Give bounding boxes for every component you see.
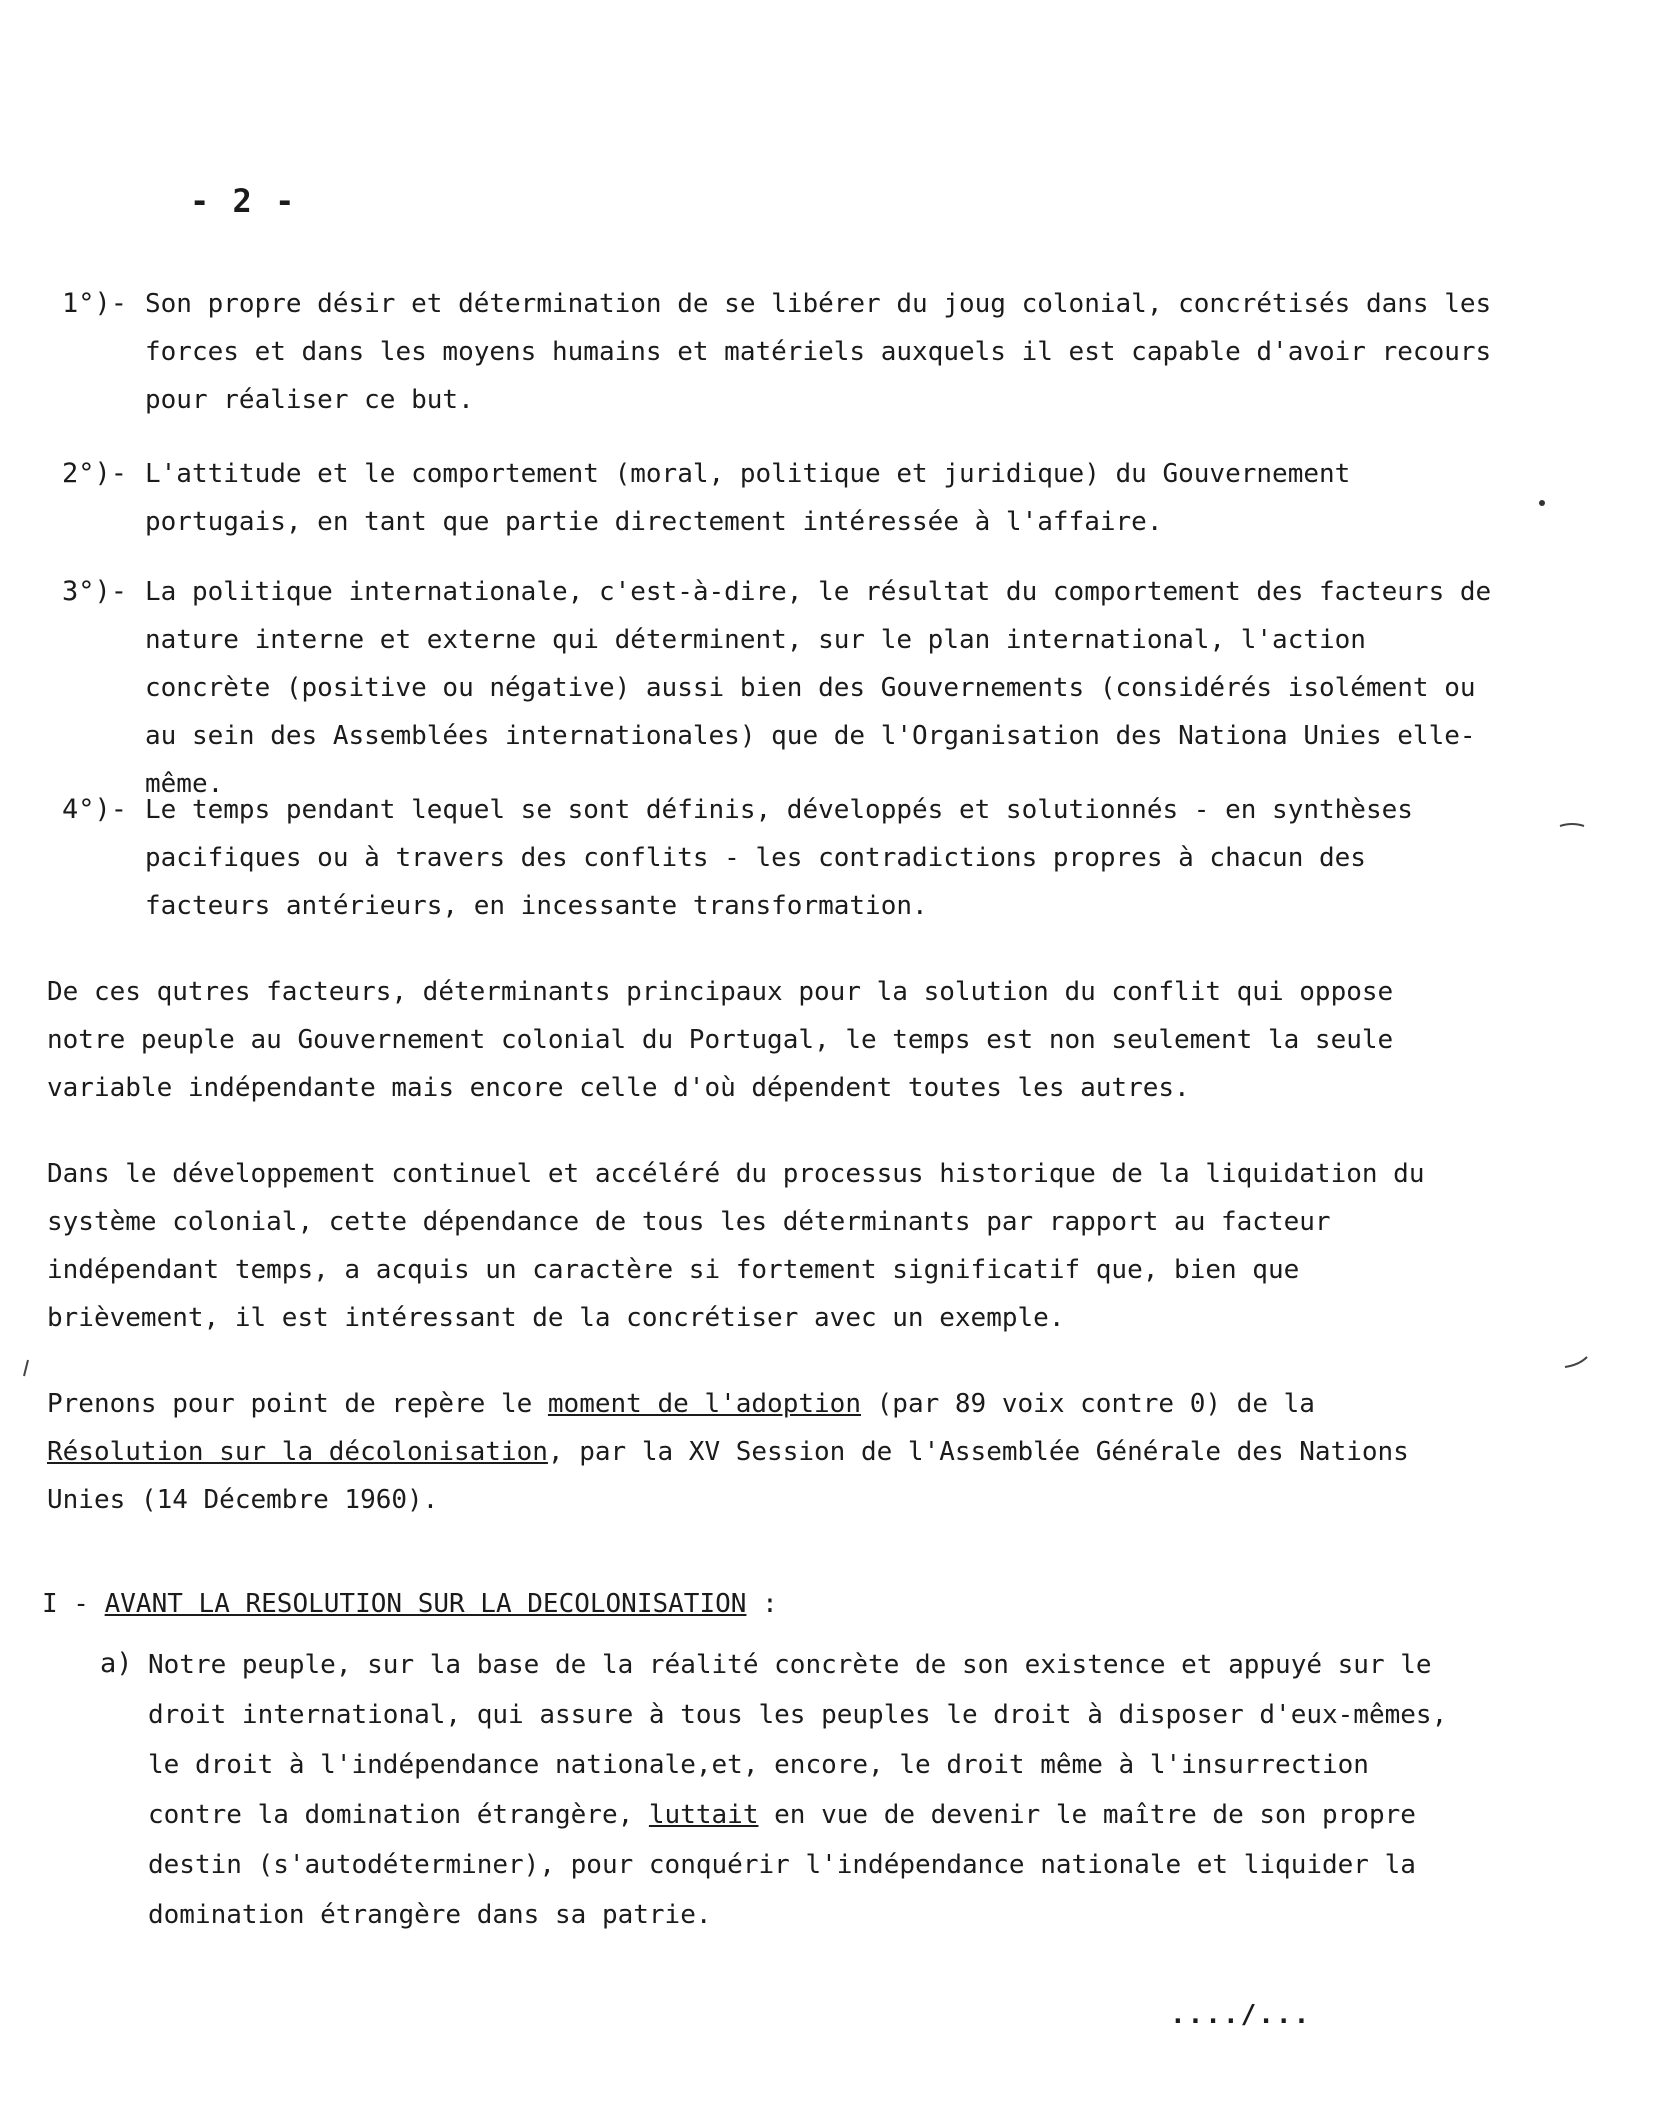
paragraph-text: Notre peuple, sur la base de la réalité concrète de son existence et appuyé sur le droit international, qui assure à tous les peuples le droit à disposer d'eux-mêmes, le droit à l'indépendance nationale,et, encore, le droit même à l'insurrection contre la domination étrangère, bbox=[148, 1650, 1448, 1830]
underlined-phrase: Résolution sur la décolonisation bbox=[47, 1437, 548, 1467]
section-heading bbox=[42, 1580, 778, 1628]
paragraph-text: Prenons pour point de repère le bbox=[47, 1389, 548, 1419]
paragraph-text: (par 89 voix contre 0) de la bbox=[860, 1389, 1315, 1419]
item-text: Le temps pendant lequel se sont définis, développés et solutionnés - en synthèses pacifiques ou à travers des conflits - les contradictions propres à chacun des facteurs antérieurs, en incessante transformation. bbox=[145, 795, 1413, 921]
sub-item-label: a) bbox=[100, 1648, 133, 1679]
body-paragraph: Dans le développement continuel et accéléré du processus historique de la liquidation du système colonial, cette dépendance de tous les déterminants par rapport au facteur indépendant temps, a acquis un caractère si fortement significatif que, bien que brièvement, il est intéressant de la concrétiser avec un exemple. bbox=[47, 1159, 1425, 1333]
item-text: La politique internationale, c'est-à-dire, le résultat du comportement des facteurs de nature interne et externe qui déterminent, sur le plan international, l'action concrète (positive ou négative) aussi bien des Gouvernements (considérés isolément ou au sein des Assemblées internationales) que de l'Organisation des Nationa Unies elle-même. bbox=[145, 577, 1492, 799]
body-paragraph bbox=[47, 1380, 1487, 1524]
item-number: 1°)- bbox=[62, 288, 128, 319]
item-number: 2°)- bbox=[62, 458, 128, 489]
section-suffix: : bbox=[746, 1589, 778, 1619]
margin-stroke bbox=[1565, 1357, 1587, 1367]
item-text: L'attitude et le comportement (moral, politique et juridique) du Gouvernement portugais, en tant que partie directement intéressée à l'affaire. bbox=[145, 459, 1351, 537]
underlined-word: luttait bbox=[648, 1800, 759, 1830]
item-text: Son propre désir et détermination de se libérer du joug colonial, concrétisés dans les forces et dans les moyens humains et matériels auxquels il est capable d'avoir recours pour réaliser ce but. bbox=[145, 289, 1492, 415]
margin-stroke bbox=[1560, 824, 1584, 826]
page-number: - 2 - bbox=[190, 182, 297, 220]
body-paragraph: De ces qutres facteurs, déterminants principaux pour la solution du conflit qui oppose notre peuple au Gouvernement colonial du Portugal, le temps est non seulement la seule variable indépendante mais encore celle d'où dépendent toutes les autres. bbox=[47, 977, 1394, 1103]
paragraph-text: , par la XV Session de l'Assemblée Générale des Nations Unies (14 Décembre 1960). bbox=[47, 1437, 1409, 1515]
scan-dot bbox=[1539, 500, 1545, 506]
underlined-phrase: moment de l'adoption bbox=[547, 1389, 861, 1419]
margin-stroke bbox=[24, 1360, 28, 1376]
sub-item-text bbox=[148, 1640, 1448, 1940]
section-title: AVANT LA RESOLUTION SUR LA DECOLONISATION bbox=[104, 1589, 747, 1619]
item-number: 4°)- bbox=[62, 794, 128, 825]
continuation-mark: ..../... bbox=[1170, 2000, 1312, 2030]
item-number: 3°)- bbox=[62, 576, 128, 607]
paragraph-text: en vue de devenir le maître de son propre destin (s'autodéterminer), pour conquérir l'indépendance nationale et liquider la domination étrangère dans sa patrie. bbox=[148, 1800, 1416, 1930]
section-prefix: I - bbox=[42, 1589, 105, 1619]
